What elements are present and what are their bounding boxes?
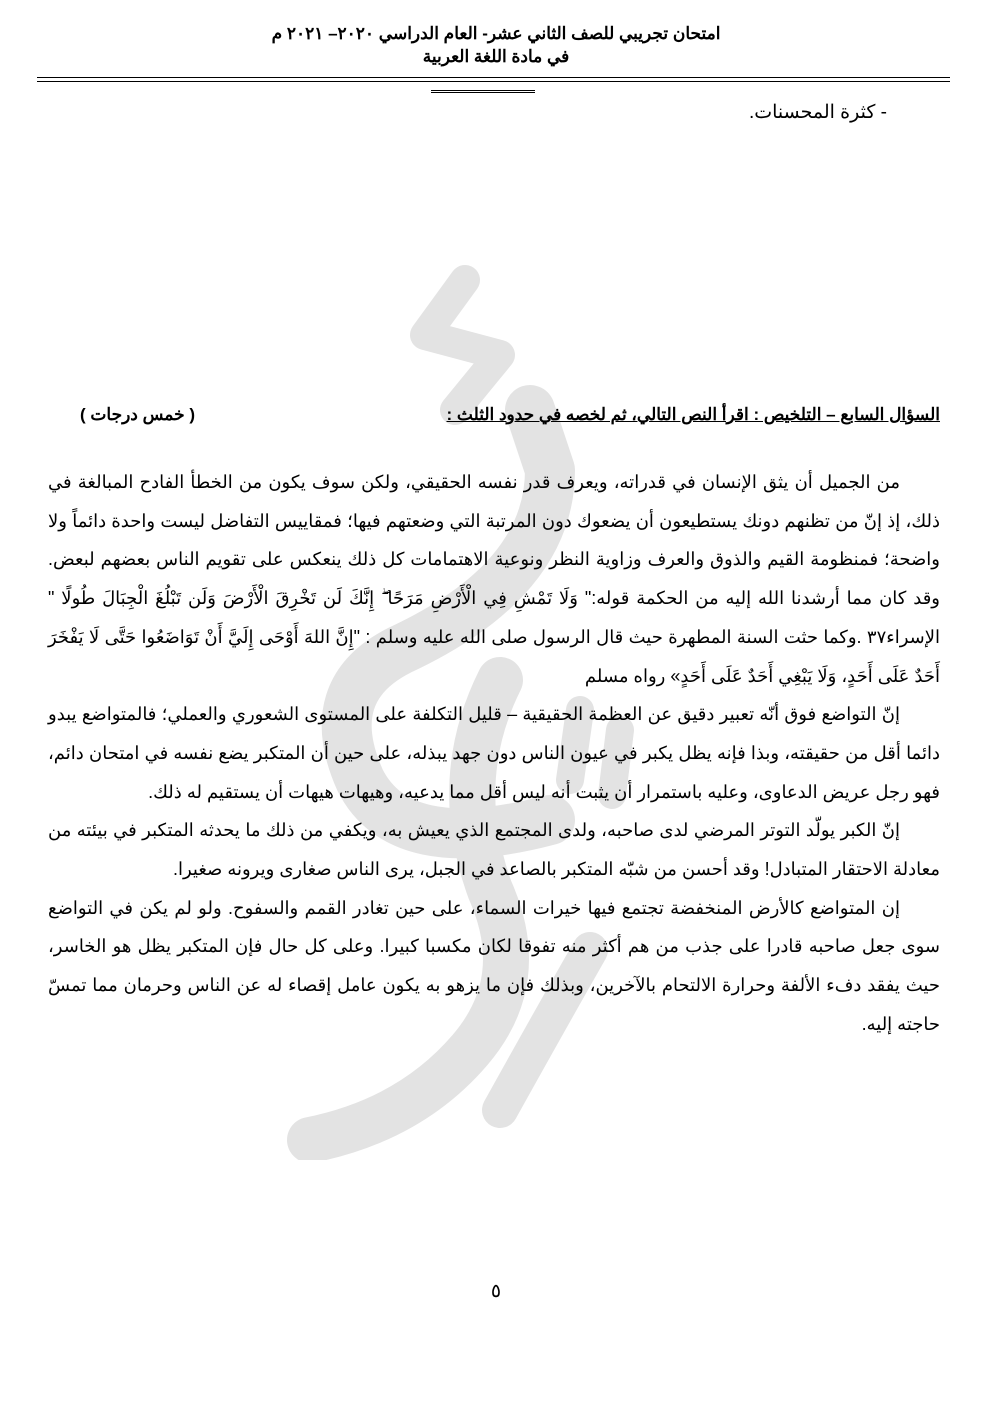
header-short-divider xyxy=(431,90,535,93)
passage-paragraph: إن المتواضع كالأرض المنخفضة تجتمع فيها خيرات السماء، على حين تغادر القمم والسفوح. ولو لم يكن في التواضع سوى جعل صاحبه قادرا على جذب من هم أكثر منه تفوقا لكان مكسبا كبيرا. وعلى كل حال فإن المتكبر يظل هو الخاسر، حيث يفقد دفء الألفة وحرارة الالتحام بالآخرين، وبذلك فإن ما يزهو به يكون عامل إقصاء له عن الناس وحرمان مما تمسّ حاجته إليه. xyxy=(48,897,940,1034)
exam-subject: في مادة اللغة العربية xyxy=(422,47,570,66)
header-divider-secondary xyxy=(37,81,950,82)
passage-paragraph: إنّ الكبر يولّد التوتر المرضي لدى صاحبه، ولدى المجتمع الذي يعيش به، ويكفي من ذلك ما يحدثه المتكبر في بيئته من معادلة الاحتقار المتبادل! وقد أحسن من شبّه المتكبر بالصاعد في الجبل، يرى الناس صغارى ويرونه صغيرا. xyxy=(48,820,940,880)
question-heading xyxy=(80,402,940,428)
header-divider xyxy=(37,77,950,78)
exam-header xyxy=(0,22,992,68)
bullet-item: - كثرة المحسنات. xyxy=(748,102,887,123)
question-grade: ( خمس درجات ) xyxy=(80,405,195,424)
passage-paragraph: إنّ التواضع فوق أنّه تعبير دقيق عن العظمة الحقيقية – قليل التكلفة على المستوى الشعوري والعملي؛ فالمتواضع يبدو دائما أقل من حقيقته، وبذا فإنه يظل يكبر في عيون الناس دون جهد يبذله، على حين أن المتكبر يضع نفسه في امتحان دائم، فهو رجل عريض الدعاوى، وعليه باستمرار أن يثبت أنه ليس أقل مما يدعيه، وهيهات هيهات أن يستقيم له ذلك. xyxy=(48,704,940,802)
passage-paragraph: من الجميل أن يثق الإنسان في قدراته، ويعرف قدر نفسه الحقيقي، ولكن سوف يكون من الخطأ الفادح المبالغة في ذلك، إذ إنّ من تظنهم دونك يستطيعون أن يضعوك دون المرتبة التي وضعتهم فيها؛ فمقاييس التفاضل ليست واحدة دائماً ولا واضحة؛ فمنظومة القيم والذوق والعرف وزاوية النظر ونوعية الاهتمامات كل ذلك ينعكس على تقويم الناس بعضهم لبعض. وقد كان مما أرشدنا الله إليه من الحكمة قوله:" وَلَا تَمْشِ فِي الْأَرْضِ مَرَحًا ۖ إِنَّكَ لَن تَخْرِقَ الْأَرْضَ وَلَن تَبْلُغَ الْجِبَالَ طُولًا " الإسراء٣٧ .وكما حثت السنة المطهرة حيث قال الرسول صلى الله عليه وسلم : "إِنَّ اللهَ أَوْحَى إِلَيَّ أَنْ تَوَاضَعُوا حَتَّى لَا يَفْخَرَ أَحَدٌ عَلَى أَحَدٍ، وَلَا يَبْغِي أَحَدٌ عَلَى أَحَدٍ» رواه مسلم xyxy=(48,472,940,686)
page-number: ٥ xyxy=(490,1281,502,1302)
question-title: السؤال السابع – التلخيص : اقرأ النص التالي، ثم لخصه في حدود الثلث : xyxy=(446,405,940,424)
reading-passage xyxy=(48,463,940,1044)
exam-title: امتحان تجريبي للصف الثاني عشر- العام الدراسي ٢٠٢٠– ٢٠٢١ م xyxy=(271,24,721,43)
